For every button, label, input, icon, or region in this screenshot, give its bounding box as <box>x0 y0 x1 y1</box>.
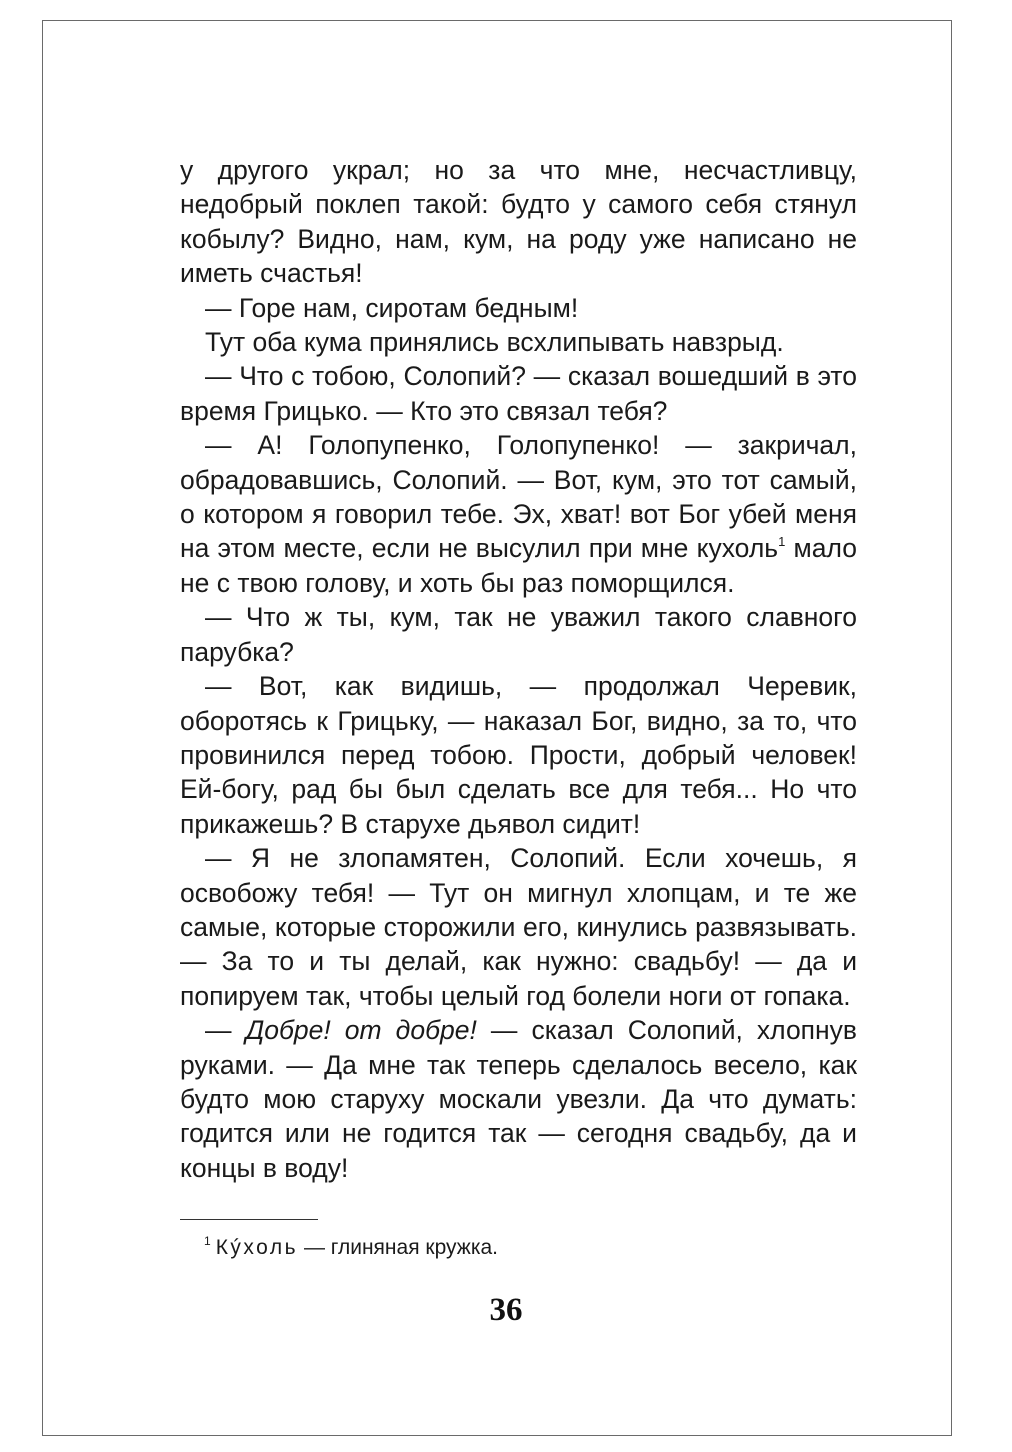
paragraph <box>180 1013 857 1185</box>
paragraph-text: — А! Голопупенко, Голопупенко! — закричал, обрадовавшись, Солопий. — Вот, кум, это тот самый, о котором я говорил тебе. Эх, хват! вот Бог убей меня на этом месте, если не высулил при мне кухоль <box>180 430 857 564</box>
paragraph-text: мало не с твою голову, и хоть бы раз поморщился. <box>180 533 857 598</box>
footnote-reference[interactable]: 1 <box>778 534 786 550</box>
footnote-number: 1 <box>204 1234 211 1248</box>
body-text <box>180 153 857 1185</box>
footnote-divider <box>180 1219 318 1220</box>
paragraph: Тут оба кума принялись всхлипывать навзрыд. <box>205 327 784 358</box>
paragraph <box>180 428 857 600</box>
italic-phrase: Добре! от добре! <box>245 1015 477 1046</box>
page-number: 36 <box>489 1292 523 1328</box>
paragraph: — Я не злопамятен, Солопий. Если хочешь, я освобожу тебя! — Тут он мигнул хлопцам, и те же самые, которые сторожили его, кинулись развязывать. — За то и ты делай, как нужно: свадьбу! — да и попируем так, чтобы целый год болели ноги от гопака. <box>180 843 857 1011</box>
paragraph: у другого украл; но за что мне, несчастливцу, недобрый поклеп такой: будто у самого себя стянул кобылу? Видно, нам, кум, на роду уже написано не иметь счастья! <box>180 155 857 289</box>
paragraph: — Что ж ты, кум, так не уважил такого славного парубка? <box>180 602 857 667</box>
paragraph-text: — <box>205 1015 246 1046</box>
paragraph: — Что с тобою, Солопий? — сказал вошедший в это время Грицько. — Кто это связал тебя? <box>180 361 857 426</box>
footnote-term: Кýхоль <box>215 1236 299 1259</box>
footnote <box>204 1234 498 1262</box>
paragraph: — Вот, как видишь, — продолжал Черевик, оборотясь к Грицьку, — наказал Бог, видно, за то, что провинился перед тобою. Прости, добрый человек! Ей-богу, рад бы был сделать все для тебя... Но что прикажешь? В старухе дьявол сидит! <box>180 671 857 839</box>
footnote-text: — глиняная кружка. <box>298 1236 498 1259</box>
paragraph-text: — сказал Солопий, хлопнув руками. — Да мне так теперь сделалось весело, как будто мою старуху москали увезли. Да что думать: годится или не годится так — сегодня свадьбу, да и концы в воду! <box>180 1015 857 1183</box>
paragraph: — Горе нам, сиротам бедным! <box>205 292 579 323</box>
